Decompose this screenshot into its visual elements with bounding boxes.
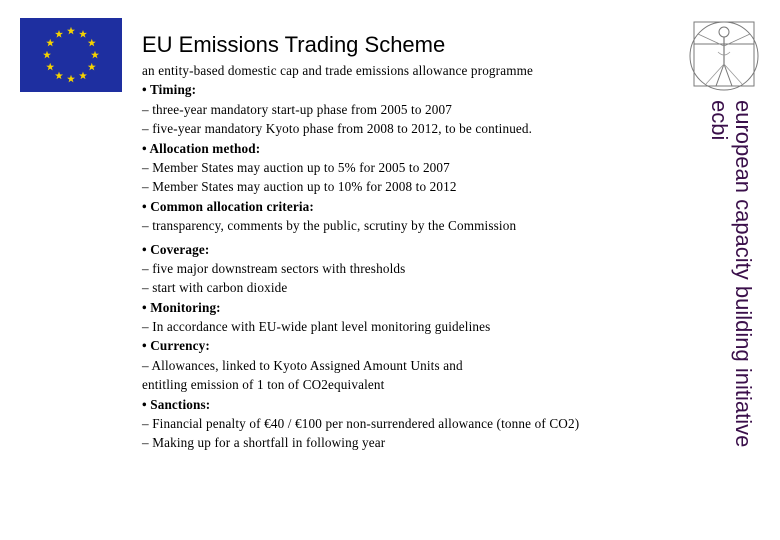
criteria-item: – transparency, comments by the public, scrutiny by the Commission: [142, 218, 517, 234]
currency-item: – Allowances, linked to Kyoto Assigned Amount Units and: [142, 357, 463, 373]
currency-item: entitling emission of 1 ton of CO2equivalent: [142, 377, 385, 393]
coverage-heading: • Coverage:: [142, 241, 210, 257]
currency-heading: • Currency:: [142, 338, 210, 354]
timing-item: – three-year mandatory start-up phase from 2005 to 2007: [142, 101, 453, 117]
slide-body: [142, 61, 682, 453]
criteria-heading: • Common allocation criteria:: [142, 198, 314, 214]
intro-text: an entity-based domestic cap and trade emissions allowance programme: [142, 63, 534, 78]
sanctions-item: – Financial penalty of €40 / €100 per non-surrendered allowance (tonne of CO2): [142, 416, 580, 432]
page-title: EU Emissions Trading Scheme: [142, 32, 446, 57]
coverage-item: – five major downstream sectors with thresholds: [142, 260, 406, 276]
timing-heading: • Timing:: [142, 82, 197, 98]
side-caption-line1: european capacity building initiative: [731, 100, 756, 448]
monitoring-item: – In accordance with EU-wide plant level monitoring guidelines: [142, 319, 491, 335]
timing-item: – five-year mandatory Kyoto phase from 2008 to 2012, to be continued.: [142, 121, 533, 137]
allocation-item: – Member States may auction up to 5% for 2005 to 2007: [142, 159, 450, 175]
eu-flag-icon: [20, 18, 122, 92]
sanctions-item: – Making up for a shortfall in following year: [142, 435, 386, 451]
side-caption: [695, 100, 755, 520]
monitoring-heading: • Monitoring:: [142, 299, 221, 315]
allocation-item: – Member States may auction up to 10% for 2008 to 2012: [142, 179, 457, 195]
allocation-heading: • Allocation method:: [142, 140, 261, 156]
side-caption-line2: ecbi: [707, 100, 732, 141]
sanctions-heading: • Sanctions:: [142, 396, 211, 412]
coverage-item: – start with carbon dioxide: [142, 280, 288, 296]
vitruvian-man-icon: [682, 14, 766, 94]
